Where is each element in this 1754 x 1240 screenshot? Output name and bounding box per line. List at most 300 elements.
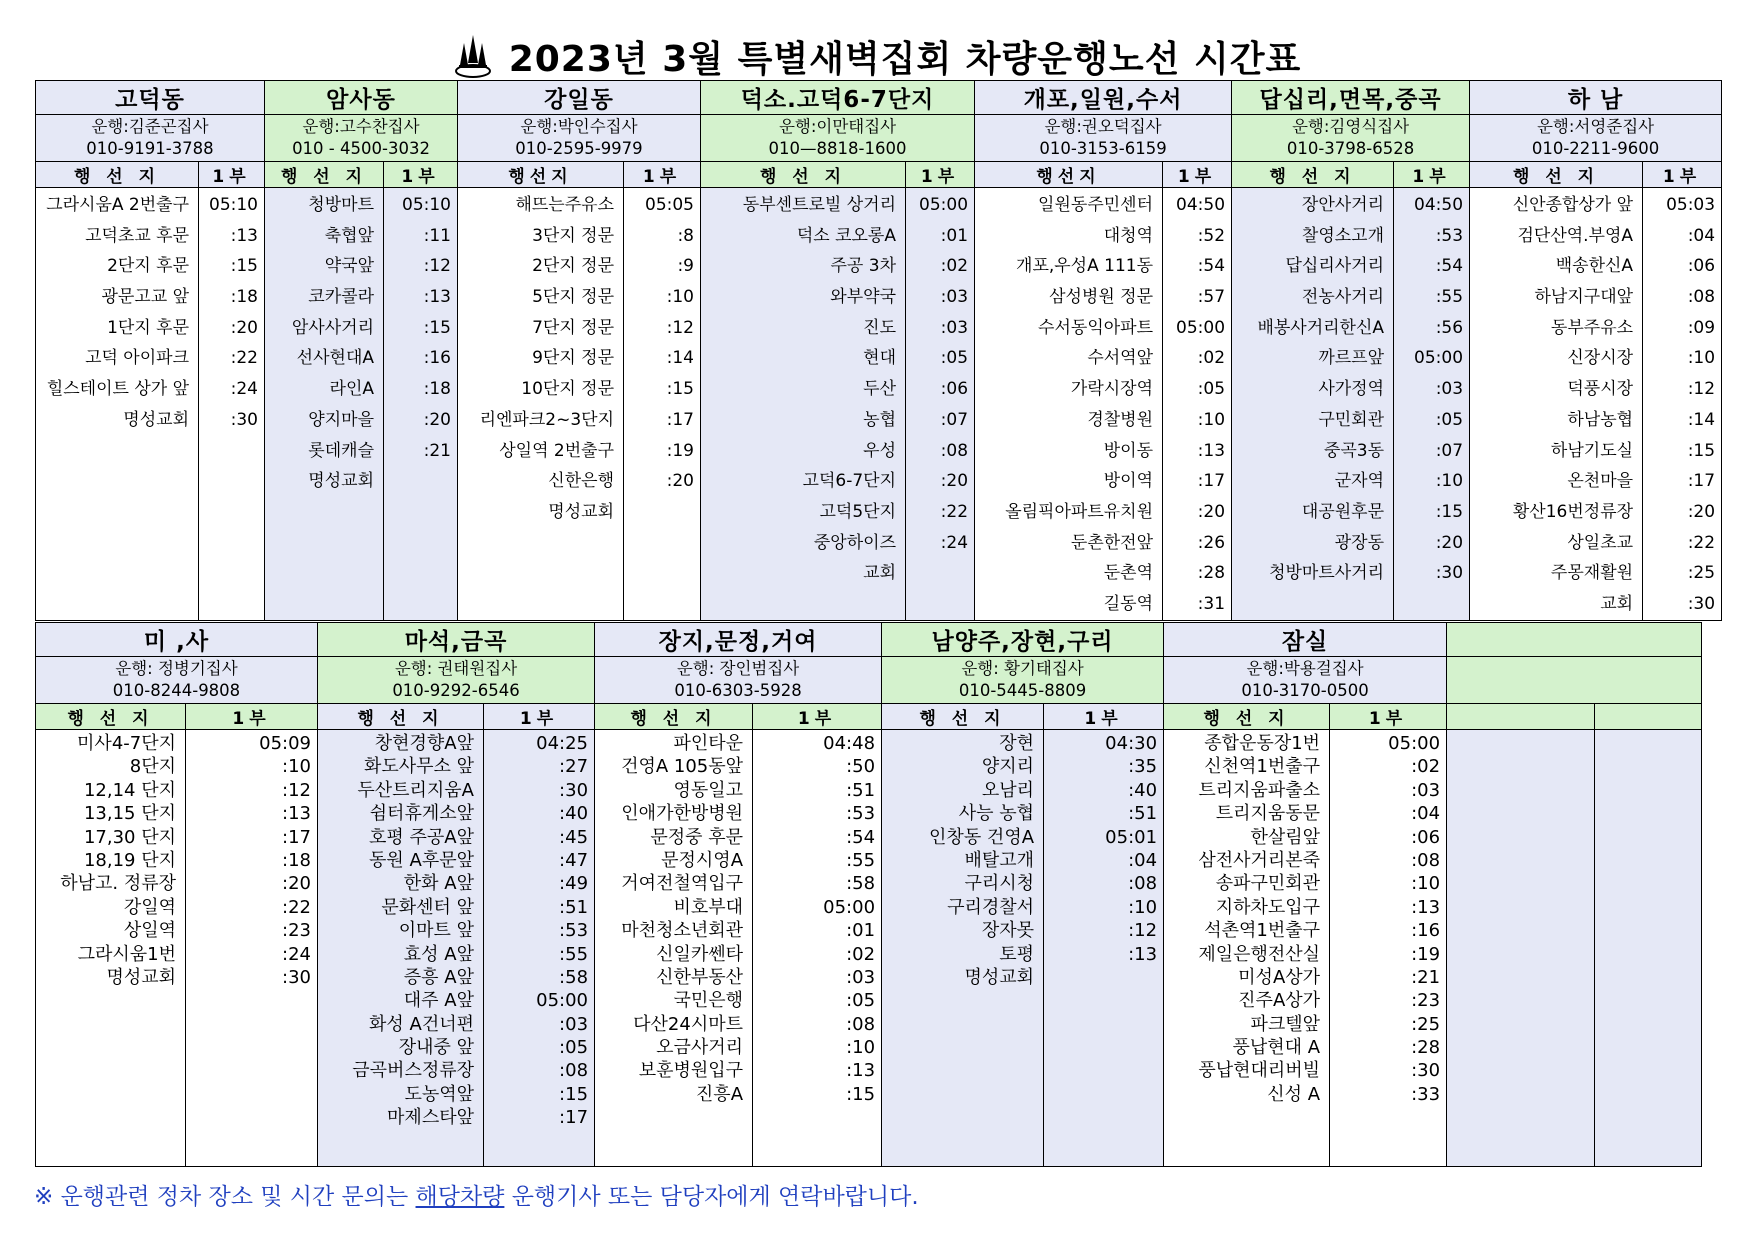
stop-time: 05:00 bbox=[1388, 733, 1441, 754]
stop-time: 05:05 bbox=[645, 195, 694, 215]
top-timetable bbox=[35, 80, 1722, 621]
stop-time: :02 bbox=[846, 943, 876, 965]
stop-name: 양지마을 bbox=[308, 409, 374, 430]
stop-list bbox=[1470, 188, 1643, 621]
driver-name: 운행:박인수집사 bbox=[520, 117, 638, 136]
stop-time: :40 bbox=[1128, 779, 1158, 801]
stop-name: 두산 bbox=[863, 379, 896, 400]
stop-time: :18 bbox=[423, 379, 451, 400]
stop-time: :21 bbox=[423, 440, 451, 461]
stop-name: 진주A상가 bbox=[1238, 990, 1321, 1012]
stop-time: :25 bbox=[1687, 563, 1716, 584]
stop-list bbox=[1164, 730, 1330, 1167]
stop-time: :58 bbox=[559, 966, 589, 988]
stop-name: 명성교회 bbox=[106, 966, 176, 988]
time-header: 1부 bbox=[906, 162, 975, 188]
stop-name: 대청역 bbox=[1103, 225, 1154, 246]
stop-name: 방이역 bbox=[1103, 471, 1154, 492]
stop-name: 선사현대A bbox=[296, 348, 374, 369]
time-header: 1부 bbox=[1044, 704, 1164, 730]
stop-name: 가락시장역 bbox=[1070, 379, 1154, 400]
stops-row bbox=[36, 730, 1702, 1167]
stop-time: :17 bbox=[1687, 471, 1716, 492]
stop-name: 중앙하이즈 bbox=[813, 532, 896, 553]
stop-time: :03 bbox=[940, 317, 969, 338]
column-header-row bbox=[36, 162, 1722, 188]
stop-time: :20 bbox=[230, 317, 258, 338]
stop-time: :01 bbox=[940, 225, 969, 246]
stop-time: :30 bbox=[559, 779, 589, 801]
driver-name: 운행: 정병기집사 bbox=[115, 659, 238, 678]
stop-header: 행 선 지 bbox=[1232, 162, 1394, 188]
stop-time: :40 bbox=[559, 803, 589, 825]
stop-time: :35 bbox=[1128, 756, 1158, 778]
stop-time: :31 bbox=[1197, 593, 1226, 614]
stop-time: :08 bbox=[846, 1013, 876, 1035]
stop-name: 중곡3동 bbox=[1323, 440, 1385, 461]
stop-time bbox=[624, 497, 700, 528]
stop-time: :52 bbox=[1197, 225, 1226, 246]
stop-name: 2단지 후문 bbox=[107, 256, 189, 277]
stop-name: 보훈병원입구 bbox=[638, 1060, 744, 1082]
time-header: 1부 bbox=[1394, 162, 1470, 188]
time-header: 1부 bbox=[1163, 162, 1232, 188]
stop-time: :05 bbox=[1197, 379, 1226, 400]
stop-time: :12 bbox=[1128, 920, 1158, 942]
stop-time: :23 bbox=[1411, 990, 1441, 1012]
time-list bbox=[1643, 188, 1722, 621]
stop-time: :54 bbox=[1197, 256, 1226, 277]
stop-name: 교회 bbox=[1600, 593, 1634, 614]
time-header: 1부 bbox=[1643, 162, 1722, 188]
driver-name: 운행:서영준집사 bbox=[1536, 117, 1655, 136]
stop-name: 증흥 A앞 bbox=[403, 966, 474, 988]
stop-time: :28 bbox=[1411, 1037, 1441, 1059]
stop-time: :20 bbox=[1197, 501, 1226, 522]
stop-time: :53 bbox=[1435, 225, 1464, 246]
driver-info bbox=[318, 657, 595, 704]
stop-time: :02 bbox=[1411, 756, 1441, 778]
stop-time: :05 bbox=[1435, 409, 1464, 430]
stop-header: 행 선 지 bbox=[36, 704, 186, 730]
stop-name: 개포,우성A 111동 bbox=[1016, 256, 1154, 277]
stop-name: 장안사거리 bbox=[1301, 195, 1385, 215]
stop-name: 배봉사거리한신A bbox=[1257, 317, 1385, 338]
stop-name: 비호부대 bbox=[673, 896, 744, 918]
stop-name: 영동일고 bbox=[673, 779, 744, 801]
footer-text-before: ※ 운행관련 정차 장소 및 시간 문의는 bbox=[34, 1184, 416, 1210]
time-header bbox=[1595, 704, 1702, 730]
time-list bbox=[1330, 730, 1447, 1167]
driver-phone: 010-2595-9979 bbox=[515, 139, 643, 158]
driver-phone: 010-9292-6546 bbox=[392, 681, 520, 700]
stop-name: 덕소 코오롱A bbox=[796, 225, 896, 246]
stop-time: :13 bbox=[230, 225, 258, 246]
stop-time: :30 bbox=[1435, 563, 1464, 584]
driver-info bbox=[595, 657, 882, 704]
driver-phone: 010-3798-6528 bbox=[1286, 139, 1415, 158]
stop-time: :24 bbox=[940, 532, 969, 553]
stop-time: :14 bbox=[1687, 409, 1716, 430]
stop-time: :15 bbox=[846, 1083, 876, 1105]
church-logo-icon bbox=[453, 33, 493, 79]
stop-name: 호평 주공A앞 bbox=[369, 826, 474, 848]
stop-time: :07 bbox=[940, 409, 969, 430]
stop-list bbox=[701, 188, 906, 621]
stop-name: 명성교회 bbox=[548, 501, 614, 522]
stop-name: 우성 bbox=[863, 440, 896, 461]
stop-name: 지하차도입구 bbox=[1215, 896, 1321, 918]
stop-name: 둔촌역 bbox=[1103, 563, 1154, 584]
stop-time: 04:50 bbox=[1176, 195, 1226, 215]
driver-info bbox=[1164, 657, 1447, 704]
time-header: 1부 bbox=[1330, 704, 1447, 730]
time-list bbox=[1394, 188, 1470, 621]
region-name: 하 남 bbox=[1470, 81, 1722, 115]
stop-time: :15 bbox=[423, 317, 451, 338]
driver-info bbox=[265, 115, 458, 162]
stop-time: :15 bbox=[230, 256, 258, 277]
stop-time: :18 bbox=[282, 849, 311, 871]
stop-header: 행선지 bbox=[458, 162, 624, 188]
stop-name: 주몽재활원 bbox=[1550, 563, 1634, 584]
stop-name: 동원 A후문앞 bbox=[369, 849, 474, 871]
stop-name: 교회 bbox=[863, 563, 896, 584]
stop-list bbox=[1232, 188, 1394, 621]
stop-name: 배탈고개 bbox=[964, 849, 1035, 871]
stop-name: 경찰병원 bbox=[1087, 409, 1154, 430]
stop-name: 리엔파크2~3단지 bbox=[479, 409, 614, 430]
stop-name: 토평 bbox=[999, 943, 1035, 965]
stop-name: 석촌역1번출구 bbox=[1204, 920, 1321, 942]
stop-time: :25 bbox=[1411, 1013, 1441, 1035]
stop-time: :53 bbox=[846, 803, 876, 825]
stop-time: :04 bbox=[1411, 803, 1441, 825]
region-row bbox=[36, 81, 1722, 115]
stop-name: 명성교회 bbox=[964, 966, 1035, 988]
stop-time: :14 bbox=[666, 348, 694, 369]
driver-info bbox=[36, 115, 265, 162]
time-list bbox=[753, 730, 882, 1167]
stop-name: 고덕5단지 bbox=[819, 501, 896, 522]
stop-time: :19 bbox=[666, 440, 694, 461]
stop-time: 04:30 bbox=[1105, 733, 1158, 754]
stop-name: 황산16번정류장 bbox=[1512, 501, 1634, 522]
stop-name: 청방마트 bbox=[308, 195, 374, 215]
stop-name: 신성 A bbox=[1267, 1083, 1321, 1105]
stop-time: :10 bbox=[1687, 348, 1716, 369]
stop-time: :17 bbox=[559, 1107, 589, 1129]
page-title: 2023년 3월 특별새벽집회 차량운행노선 시간표 bbox=[508, 38, 1302, 80]
time-list bbox=[199, 188, 265, 621]
stop-time: 04:25 bbox=[536, 733, 589, 754]
stop-time: :26 bbox=[1197, 532, 1226, 553]
stop-name: 트리지움파출소 bbox=[1198, 779, 1321, 801]
stop-time: :51 bbox=[559, 896, 589, 918]
stop-name: 구민회관 bbox=[1318, 409, 1385, 430]
stop-name: 2단지 정문 bbox=[532, 256, 614, 277]
stop-time: :10 bbox=[846, 1037, 876, 1059]
stop-time: :55 bbox=[559, 943, 589, 965]
stop-time: :30 bbox=[230, 409, 258, 430]
stop-name: 하남지구대앞 bbox=[1534, 287, 1634, 308]
driver-phone: 010—8818-1600 bbox=[768, 139, 907, 158]
stop-time: :54 bbox=[846, 826, 876, 848]
stop-name: 18,19 단지 bbox=[83, 849, 176, 871]
stop-name: 온천마을 bbox=[1567, 471, 1634, 492]
stop-name: 화도사무소 앞 bbox=[363, 756, 474, 778]
stop-name: 인창동 건영A bbox=[929, 826, 1035, 848]
driver-name: 운행:김영식집사 bbox=[1291, 117, 1410, 136]
stop-name: 송파구민회관 bbox=[1215, 873, 1321, 895]
stop-name: 신한부동산 bbox=[656, 966, 744, 988]
stop-time: :16 bbox=[1411, 920, 1441, 942]
stop-time: 05:10 bbox=[209, 195, 258, 215]
stop-name: 상일초교 bbox=[1567, 532, 1634, 553]
stop-time: :12 bbox=[1687, 379, 1716, 400]
stop-name: 답십리사거리 bbox=[1285, 256, 1385, 277]
stop-time: :13 bbox=[846, 1060, 876, 1082]
stop-name: 미성A상가 bbox=[1238, 966, 1321, 988]
region-name: 잠실 bbox=[1164, 623, 1447, 657]
stop-time: :20 bbox=[1687, 501, 1716, 522]
stop-header: 행 선 지 bbox=[595, 704, 753, 730]
stop-name: 신안종합상가 앞 bbox=[1512, 195, 1634, 215]
footer-text-underlined: 해당차량 bbox=[415, 1184, 505, 1210]
stop-time: :03 bbox=[1411, 779, 1441, 801]
stop-time: :57 bbox=[1197, 287, 1226, 308]
driver-phone: 010-9191-3788 bbox=[86, 139, 214, 158]
stop-name: 신천역1번출구 bbox=[1204, 756, 1321, 778]
stop-time: :54 bbox=[1435, 256, 1464, 277]
stop-name: 해뜨는주유소 bbox=[515, 195, 614, 215]
stop-time bbox=[1044, 966, 1163, 989]
stop-name: 덕풍시장 bbox=[1567, 379, 1634, 400]
stop-name: 효성 A앞 bbox=[403, 943, 474, 965]
time-list bbox=[1163, 188, 1232, 621]
stop-name: 약국앞 bbox=[324, 256, 374, 277]
stop-name: 마천청소년회관 bbox=[621, 920, 744, 942]
stop-list bbox=[318, 730, 484, 1167]
stop-time: 05:09 bbox=[259, 733, 311, 754]
stop-time: :24 bbox=[282, 943, 311, 965]
stop-name: 하남고. 정류장 bbox=[60, 873, 176, 895]
stop-name: 방이동 bbox=[1103, 440, 1154, 461]
stop-time: :01 bbox=[846, 920, 876, 942]
stop-time: :51 bbox=[1128, 803, 1158, 825]
stop-time: :15 bbox=[1435, 501, 1464, 522]
stop-time: :49 bbox=[559, 873, 589, 895]
region-name: 미 ,사 bbox=[36, 623, 318, 657]
stop-time: :15 bbox=[559, 1083, 589, 1105]
stop-time: :20 bbox=[423, 409, 451, 430]
stop-time: :22 bbox=[940, 501, 969, 522]
column-header-row bbox=[36, 704, 1702, 730]
stop-name: 롯데캐슬 bbox=[308, 440, 374, 461]
stop-name: 미사4-7단지 bbox=[77, 733, 176, 754]
stop-time: :55 bbox=[1435, 287, 1464, 308]
stop-time: :05 bbox=[559, 1037, 589, 1059]
stop-time: :03 bbox=[1435, 379, 1464, 400]
stop-time: :08 bbox=[1411, 849, 1441, 871]
stop-name: 구리시청 bbox=[964, 873, 1035, 895]
stop-name: 상일역 2번출구 bbox=[499, 440, 614, 461]
driver-name: 운행:박용걸집사 bbox=[1246, 659, 1364, 678]
stop-time: :05 bbox=[940, 348, 969, 369]
stop-time: :10 bbox=[1128, 896, 1158, 918]
stop-name: 코카콜라 bbox=[308, 287, 374, 308]
stop-name: 광문고교 앞 bbox=[101, 287, 189, 308]
stop-name: 장현 bbox=[999, 733, 1035, 754]
stop-time: :19 bbox=[1411, 943, 1441, 965]
stop-list bbox=[975, 188, 1163, 621]
stop-name: 명성교회 bbox=[308, 471, 374, 492]
stop-time: 05:00 bbox=[1176, 317, 1226, 338]
stop-header: 행 선 지 bbox=[36, 162, 199, 188]
driver-row bbox=[36, 657, 1702, 704]
time-list bbox=[624, 188, 701, 621]
stop-time: :15 bbox=[1687, 440, 1716, 461]
stop-name: 농협 bbox=[863, 409, 896, 430]
stop-name: 상일역 bbox=[123, 920, 176, 942]
time-header: 1부 bbox=[199, 162, 265, 188]
bottom-timetable bbox=[35, 622, 1702, 1167]
driver-name: 운행:김준곤집사 bbox=[91, 117, 209, 136]
stop-name: 8단지 bbox=[129, 756, 176, 778]
stop-time: :47 bbox=[559, 849, 589, 871]
stop-time: :02 bbox=[1197, 348, 1226, 369]
stop-name: 제일은행전산실 bbox=[1198, 943, 1321, 965]
driver-info bbox=[701, 115, 975, 162]
stop-list bbox=[458, 188, 624, 621]
stop-name: 신장시장 bbox=[1567, 348, 1634, 369]
driver-name: 운행:이만태집사 bbox=[778, 117, 897, 136]
stop-time: :13 bbox=[282, 803, 311, 825]
stop-header: 행 선 지 bbox=[318, 704, 484, 730]
region-name bbox=[1447, 623, 1702, 657]
stop-name: 라인A bbox=[329, 379, 374, 400]
stop-name: 암사사거리 bbox=[291, 317, 374, 338]
stop-time: :30 bbox=[1411, 1060, 1441, 1082]
driver-phone: 010-3153-6159 bbox=[1039, 139, 1167, 158]
region-name: 개포,일원,수서 bbox=[975, 81, 1232, 115]
stop-name: 주공 3차 bbox=[830, 256, 896, 277]
stop-name: 광장동 bbox=[1334, 532, 1385, 553]
time-list bbox=[484, 730, 595, 1167]
stop-name: 17,30 단지 bbox=[83, 826, 176, 848]
stop-time bbox=[906, 558, 974, 589]
driver-phone: 010-2211-9600 bbox=[1531, 139, 1660, 158]
region-name: 답십리,면목,중곡 bbox=[1232, 81, 1470, 115]
stop-time: :05 bbox=[846, 990, 876, 1012]
stop-name: 청방마트사거리 bbox=[1269, 563, 1385, 584]
stop-time: :10 bbox=[1435, 471, 1464, 492]
stop-name: 오남리 bbox=[981, 779, 1035, 801]
stop-name: 그라시움A 2번출구 bbox=[46, 195, 189, 215]
stop-time: :18 bbox=[230, 287, 258, 308]
region-name: 마석,금곡 bbox=[318, 623, 595, 657]
stop-header: 행 선 지 bbox=[265, 162, 384, 188]
driver-info bbox=[1470, 115, 1722, 162]
stop-name: 진흥A bbox=[695, 1083, 744, 1105]
stop-time: :15 bbox=[666, 379, 694, 400]
driver-info bbox=[975, 115, 1232, 162]
time-header: 1부 bbox=[384, 162, 458, 188]
stop-name: 양지리 bbox=[981, 756, 1035, 778]
stop-name: 도농역앞 bbox=[404, 1083, 474, 1105]
time-header: 1부 bbox=[186, 704, 318, 730]
stop-time: :22 bbox=[282, 896, 311, 918]
stop-name: 7단지 정문 bbox=[532, 317, 614, 338]
stop-time: 04:50 bbox=[1414, 195, 1464, 215]
stop-time bbox=[384, 466, 457, 497]
time-list bbox=[1595, 730, 1702, 1167]
stop-header: 행 선 지 bbox=[882, 704, 1044, 730]
stop-time: :04 bbox=[1687, 225, 1716, 246]
region-row bbox=[36, 623, 1702, 657]
stop-time: :03 bbox=[846, 966, 876, 988]
stop-time: :20 bbox=[282, 873, 311, 895]
stop-name: 다산24시마트 bbox=[633, 1013, 744, 1035]
stop-name: 대공원후문 bbox=[1301, 501, 1385, 522]
stop-name: 명성교회 bbox=[123, 409, 189, 430]
stop-time: 05:10 bbox=[402, 195, 451, 215]
stop-name: 종합운동장1번 bbox=[1204, 733, 1321, 754]
stop-name: 군자역 bbox=[1334, 471, 1385, 492]
stop-name: 문화센터 앞 bbox=[381, 896, 474, 918]
stop-time: :28 bbox=[1197, 563, 1226, 584]
stop-time: :02 bbox=[940, 256, 969, 277]
stop-time: :10 bbox=[1197, 409, 1226, 430]
region-name: 장지,문정,거여 bbox=[595, 623, 882, 657]
stop-time: 05:00 bbox=[1414, 348, 1464, 369]
stop-name: 찰영소고개 bbox=[1301, 225, 1385, 246]
stop-time: 05:01 bbox=[1105, 826, 1158, 848]
time-list bbox=[906, 188, 975, 621]
region-name: 암사동 bbox=[265, 81, 458, 115]
stop-header: 행선지 bbox=[975, 162, 1163, 188]
stop-name: 문정시영A bbox=[661, 849, 744, 871]
stop-header bbox=[1447, 704, 1595, 730]
stop-time: 05:00 bbox=[919, 195, 969, 215]
stop-name: 고덕6-7단지 bbox=[802, 471, 896, 492]
stop-time: :58 bbox=[846, 873, 876, 895]
driver-info bbox=[1232, 115, 1470, 162]
stop-name: 5단지 정문 bbox=[532, 287, 614, 308]
stop-name: 삼전사거리본죽 bbox=[1198, 849, 1321, 871]
stop-time: :08 bbox=[1687, 287, 1716, 308]
driver-info bbox=[458, 115, 701, 162]
stop-name: 화성 A건너편 bbox=[369, 1013, 474, 1035]
stop-name: 풍납현대리버빌 bbox=[1198, 1060, 1321, 1082]
stop-name: 현대 bbox=[863, 348, 896, 369]
stop-time: :08 bbox=[940, 440, 969, 461]
stops-row bbox=[36, 188, 1722, 621]
stop-name: 신한은행 bbox=[548, 471, 614, 492]
stop-time: :17 bbox=[1197, 471, 1226, 492]
stop-time: :03 bbox=[940, 287, 969, 308]
stop-time: :51 bbox=[846, 779, 876, 801]
time-header: 1부 bbox=[484, 704, 595, 730]
driver-phone: 010-6303-5928 bbox=[674, 681, 802, 700]
stop-name: 길동역 bbox=[1103, 593, 1154, 614]
stop-name: 강일역 bbox=[123, 896, 176, 918]
stop-time: 05:00 bbox=[536, 990, 589, 1012]
stop-time: :17 bbox=[282, 826, 311, 848]
driver-info bbox=[882, 657, 1164, 704]
footer-text-after: 운행기사 또는 담당자에게 연락바랍니다. bbox=[504, 1184, 919, 1210]
stop-list bbox=[882, 730, 1044, 1167]
